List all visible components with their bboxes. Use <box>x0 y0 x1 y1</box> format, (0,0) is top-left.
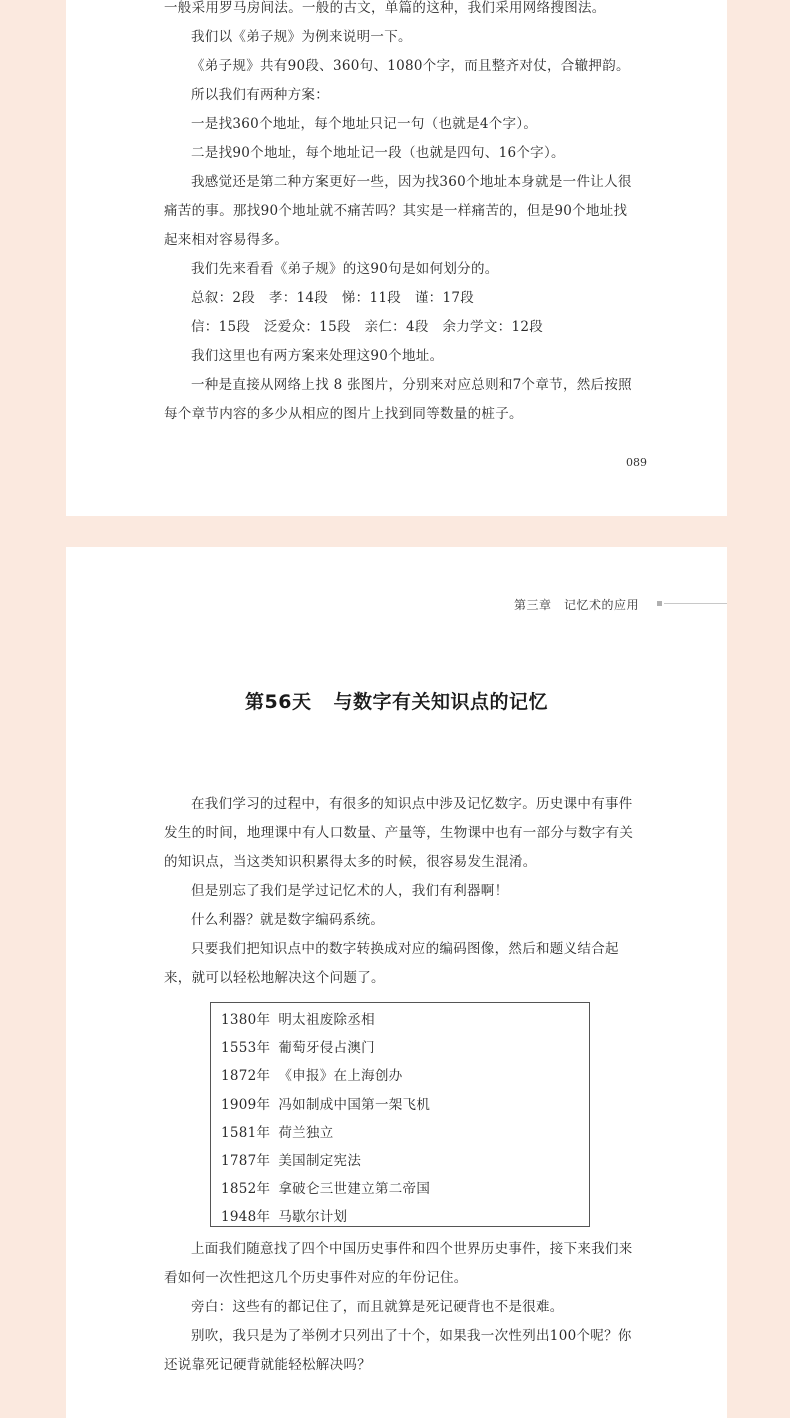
event-name: 冯如制成中国第一架飞机 <box>278 1096 431 1113</box>
event-row <box>221 1006 589 1034</box>
event-year: 1380年 <box>221 1012 271 1028</box>
header-rule <box>664 603 727 604</box>
paragraph: 但是别忘了我们是学过记忆术的人，我们有利器啊！ <box>191 883 509 899</box>
paragraph: 我们先来看看《弟子规》的这90句是如何划分的。 <box>191 261 499 277</box>
page2-intro-text <box>164 790 640 993</box>
paragraph: 二是找90个地址，每个地址记一段（也就是四句、16个字）。 <box>191 145 565 161</box>
event-row <box>221 1203 589 1231</box>
event-name: 荷兰独立 <box>278 1124 334 1141</box>
paragraph: 《弟子规》共有90段、360句、1080个字，而且整齐对仗，合辙押韵。 <box>191 58 630 74</box>
event-name: 拿破仑三世建立第二帝国 <box>278 1181 431 1198</box>
section-day: 第56天 <box>245 691 312 713</box>
event-row <box>221 1091 589 1119</box>
paragraph: 一种是直接从网络上找 8 张图片，分别来对应总则和7个章节，然后按照每个章节内容的多少从相应的图片上找到同等数量的桩子。 <box>164 377 632 422</box>
paragraph: 上面我们随意找了四个中国历史事件和四个世界历史事件，接下来我们来看如何一次性把这几个历史事件对应的年份记住。 <box>164 1241 633 1286</box>
paragraph: 只要我们把知识点中的数字转换成对应的编码图像，然后和题义结合起来，就可以轻松地解决这个问题了。 <box>164 941 619 986</box>
paragraph: 我感觉还是第二种方案更好一些，因为找360个地址本身就是一件让人很痛苦的事。那找90个地址就不痛苦吗？其实是一样痛苦的，但是90个地址找起来相对容易得多。 <box>164 174 632 248</box>
paragraph: 旁白：这些有的都记住了，而且就算是死记硬背也不是很难。 <box>191 1299 564 1315</box>
page2-discussion-text <box>164 1235 640 1380</box>
paragraph: 一般采用罗马房间法。一般的古文，单篇的这种，我们采用网络搜图法。 <box>164 0 606 16</box>
book-page-chapter-3 <box>66 547 727 1418</box>
book-page-089 <box>66 0 727 516</box>
event-name: 明太祖废除丞相 <box>278 1012 375 1028</box>
paragraph: 我们以《弟子规》为例来说明一下。 <box>191 29 412 45</box>
page-number: 089 <box>626 456 647 469</box>
event-row <box>221 1119 589 1147</box>
header-rule-marker <box>657 601 662 606</box>
event-year: 1872年 <box>221 1068 271 1085</box>
event-row <box>221 1147 589 1175</box>
event-year: 1581年 <box>221 1124 271 1141</box>
history-events-box <box>210 1002 590 1227</box>
paragraph: 所以我们有两种方案： <box>191 87 329 103</box>
section-title <box>66 687 727 714</box>
event-year: 1852年 <box>221 1181 271 1198</box>
paragraph: 总叙：2段 孝：14段 悌：11段 谨：17段 <box>191 290 475 306</box>
event-name: 马歇尔计划 <box>278 1209 348 1226</box>
running-head: 第三章 记忆术的应用 <box>513 598 639 612</box>
event-name: 《申报》在上海创办 <box>278 1068 403 1085</box>
section-title-text: 与数字有关知识点的记忆 <box>333 691 548 713</box>
event-year: 1553年 <box>221 1040 271 1057</box>
paragraph: 在我们学习的过程中，有很多的知识点中涉及记忆数字。历史课中有事件发生的时间，地理课中有人口数量、产量等，生物课中也有一部分与数字有关的知识点，当这类知识积累得太多的时候，很容易发生混淆。 <box>164 796 634 870</box>
event-row <box>221 1062 589 1090</box>
event-year: 1909年 <box>221 1096 271 1113</box>
paragraph: 什么利器？就是数字编码系统。 <box>191 912 385 928</box>
event-row <box>221 1175 589 1203</box>
paragraph: 我们这里也有两方案来处理这90个地址。 <box>191 348 444 364</box>
page1-body-text <box>164 0 640 429</box>
event-row <box>221 1034 589 1062</box>
paragraph: 别吹，我只是为了举例才只列出了十个，如果我一次性列出100个呢？你还说靠死记硬背就能轻松解决吗？ <box>164 1328 632 1373</box>
event-year: 1948年 <box>221 1209 271 1226</box>
event-year: 1787年 <box>221 1153 271 1170</box>
event-name: 葡萄牙侵占澳门 <box>278 1040 375 1057</box>
event-name: 美国制定宪法 <box>278 1153 362 1170</box>
paragraph: 信：15段 泛爱众：15段 亲仁：4段 余力学文：12段 <box>191 319 544 335</box>
paragraph: 一是找360个地址，每个地址只记一句（也就是4个字）。 <box>191 116 538 132</box>
